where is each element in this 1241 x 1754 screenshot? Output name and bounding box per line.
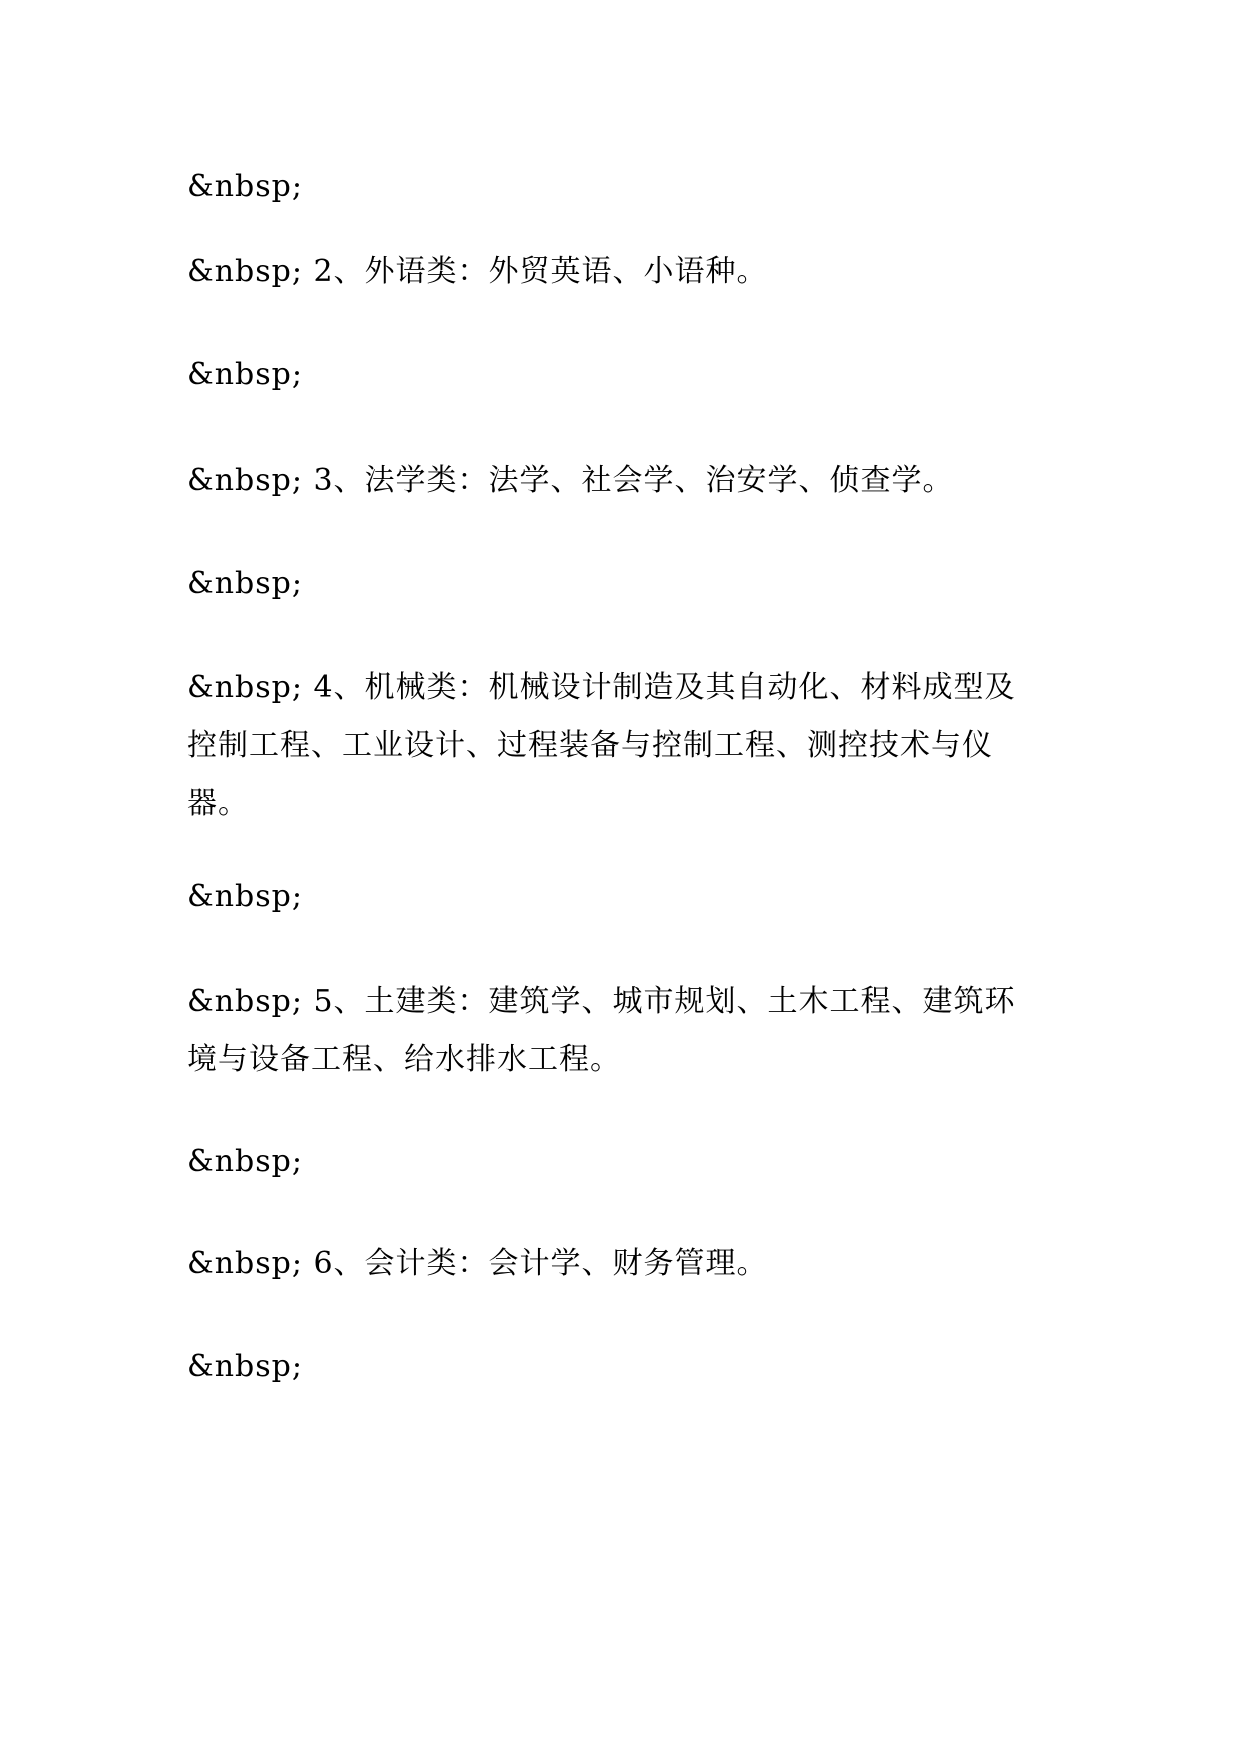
text-line: &nbsp;: [187, 1349, 303, 1384]
text-line: &nbsp; 5、土建类：建筑学、城市规划、土木工程、建筑环: [187, 984, 1016, 1019]
text-line: 境与设备工程、给水排水工程。: [187, 1042, 621, 1077]
text-line: &nbsp;: [187, 1144, 303, 1179]
text-line: &nbsp; 3、法学类：法学、社会学、治安学、侦查学。: [187, 463, 954, 498]
text-line: 器。: [187, 786, 249, 821]
text-line: &nbsp; 6、会计类：会计学、财务管理。: [187, 1246, 768, 1281]
text-line: &nbsp; 2、外语类：外贸英语、小语种。: [187, 254, 768, 289]
text-line: 控制工程、工业设计、过程装备与控制工程、测控技术与仪: [187, 728, 993, 763]
text-line: &nbsp;: [187, 169, 303, 204]
text-line: &nbsp; 4、机械类：机械设计制造及其自动化、材料成型及: [187, 670, 1016, 705]
text-line: &nbsp;: [187, 357, 303, 392]
text-line: &nbsp;: [187, 566, 303, 601]
text-line: &nbsp;: [187, 879, 303, 914]
